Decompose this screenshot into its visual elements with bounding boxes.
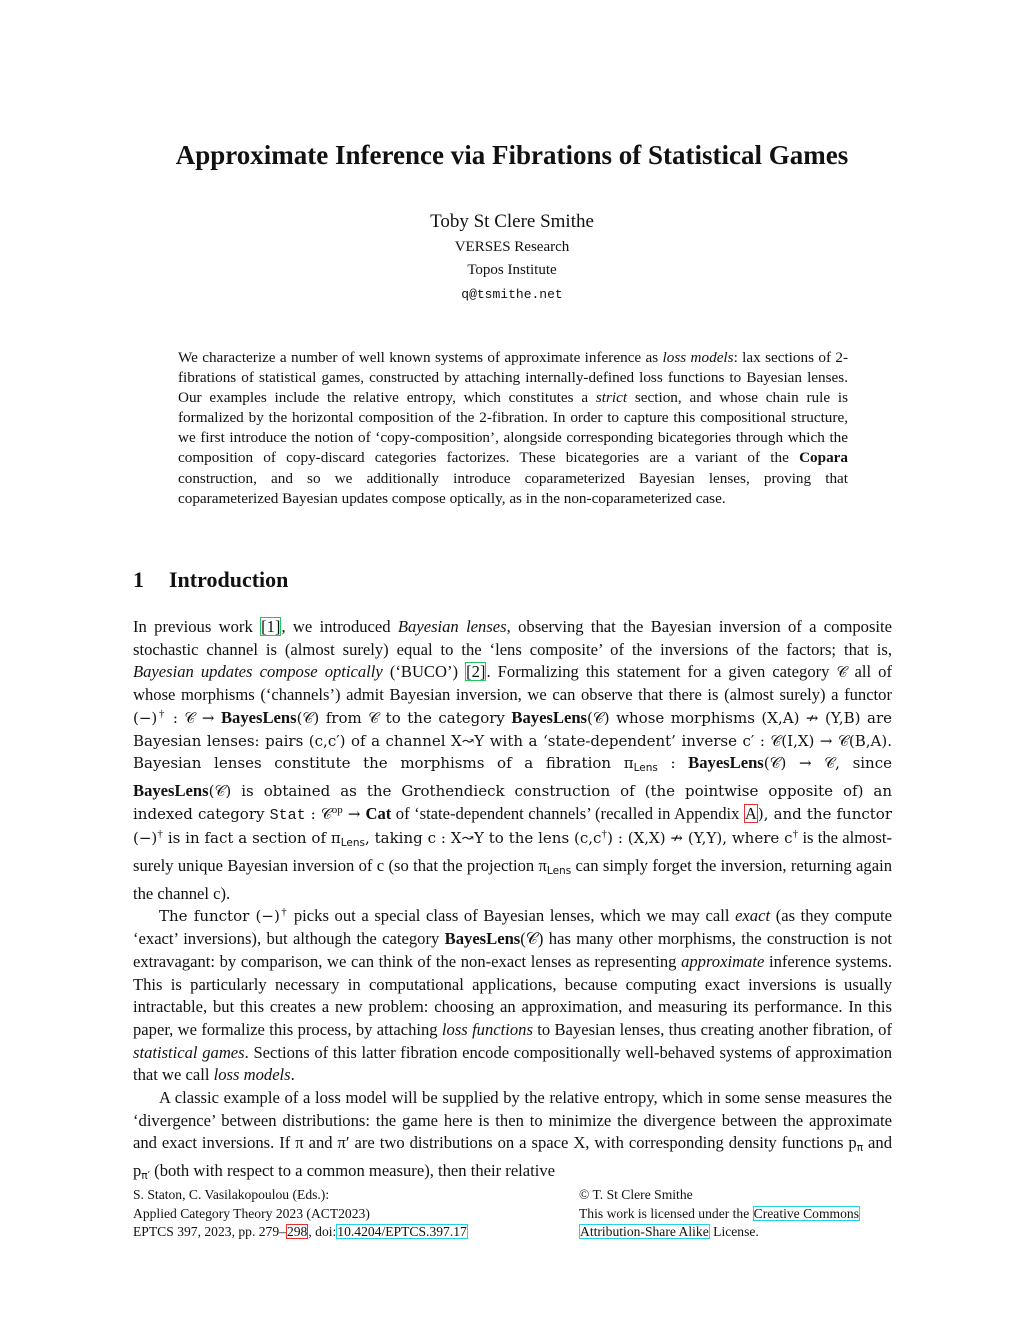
last-page-link[interactable]: 298 [286,1224,308,1239]
citation-link-2[interactable]: [2] [466,662,486,682]
em-strict: strict [595,389,628,407]
paper-title: Approximate Inference via Fibrations of Statistical Games [175,140,849,170]
creative-commons-link[interactable]: Creative Commons [753,1205,860,1221]
footer-publication-info: S. Staton, C. Vasilakopoulou (Eds.): Applied Category Theory 2023 (ACT2023) EPTCS 397, 2023, pp. 279–298, doi:10.4204/EPTCS.397.17 [133,1187,467,1239]
em-loss-models: loss models [662,349,734,366]
affiliation-verses: VERSES Research [454,239,570,255]
paragraph-3: A classic example of a loss model will be supplied by the relative entropy, which in some sense measures the ‘divergence’ between distributions: the game here is then to minimize the divergence between the approximate and exact inversions. If π and π′ are two distributions on a space X, with corresponding density functions $p_\pi$ and $p_{\pi'}$ (both with respect to a common measure), then their relative [133,1088,892,1183]
attribution-share-alike-link[interactable]: Attribution-Share Alike [580,1224,709,1239]
section-number: 1 [133,567,144,592]
stat-term: Stat [269,806,306,824]
footer-license: © T. St Clere Smithe This work is licensed under the Creative Commons Attribution-Share Alike License. [579,1187,860,1239]
affiliation-topos: Topos Institute [467,262,557,278]
section-heading [133,567,288,593]
citation-link-1[interactable]: [1] [261,617,281,636]
author-name: Toby St Clere Smithe [430,211,594,232]
appendix-link[interactable]: A [744,803,757,823]
author-email: q@tsmithe.net [461,287,563,302]
doi-link[interactable]: 10.4204/EPTCS.397.17 [337,1224,467,1239]
paragraph-2: The functor (−)† picks out a special class of Bayesian lenses, which we may call exact (as they compute ‘exact’ inversions), but although the category BayesLens(𝒞) has many other morphisms, the construction is not extravagant: by comparison, we can think of the non-exact lenses as representing approximate inference systems. This is particularly necessary in computational applications, because computing exact inversions is usually intractable, but this creates a new problem: choosing an approximation, and measuring its performance. In this paper, we formalize this process, by attaching loss functions to Bayesian lenses, thus creating another fibration, of statistical games. Sections of this latter fibration encode compositionally well-behaved systems of approximation that we call loss models. [133,906,893,1085]
abstract: We characterize a number of well known systems of approximate inference as loss models: lax sections of 2-fibrations of statistical games, constructed by attaching internally-defined loss functions to Bayesian lenses. Our examples include the relative entropy, which constitutes a strict section, and whose chain rule is formalized by the horizontal composition of the 2-fibration. In order to capture this compositional structure, we first introduce the notion of ‘copy-composition’, alongside corresponding bicategories through which the composition of copy-discard categories factorizes. These bicategories are a variant of the Copara construction, and so we additionally introduce coparameterized Bayesian lenses, proving that coparameterized Bayesian updates compose optically, as in the non-coparameterized case. [178,349,849,507]
body-text [133,616,892,1188]
paragraph-1: In previous work [1], we introduced Bayesian lenses, observing that the Bayesian inversion of a composite stochastic channel is (almost surely) equal to the ‘lens composite’ of the inversions of the factors; that is, Bayesian updates compose optically (‘BUCO’) [2]. Formalizing this statement for a given category 𝒞 all of whose morphisms (‘channels’) admit Bayesian inversion, we can observe that there is (almost surely) a functor (−)† : 𝒞 → BayesLens(𝒞) from 𝒞 to the category BayesLens(𝒞) whose morphisms (X,A) ↛ (Y,B) are Bayesian lenses: pairs (c,c′) of a channel X↝Y with a ‘state-dependent’ inverse c′ : 𝒞(I,X) → 𝒞(B,A). Bayesian lenses constitute the morphisms of a fibration $\pi_{Lens}$ : BayesLens(𝒞) → 𝒞, since BayesLens(𝒞) is obtained as the Grothendieck construction of (the pointwise opposite of) an indexed category Stat : 𝒞$^{op}$ → Cat of ‘state-dependent channels’ (recalled in Appendix A), and the functor (−)† is in fact a section of $\pi_{Lens}$, taking c : X↝Y to the lens (c,c†) : (X,X) ↛ (Y,Y), where c† is the almost-surely unique Bayesian inversion of c (so that the projection $\pi_{Lens}$ can simply forget the inversion, returning again the channel c). [133,617,893,903]
section-title: Introduction [169,567,289,592]
copara-term: Copara [799,449,848,467]
